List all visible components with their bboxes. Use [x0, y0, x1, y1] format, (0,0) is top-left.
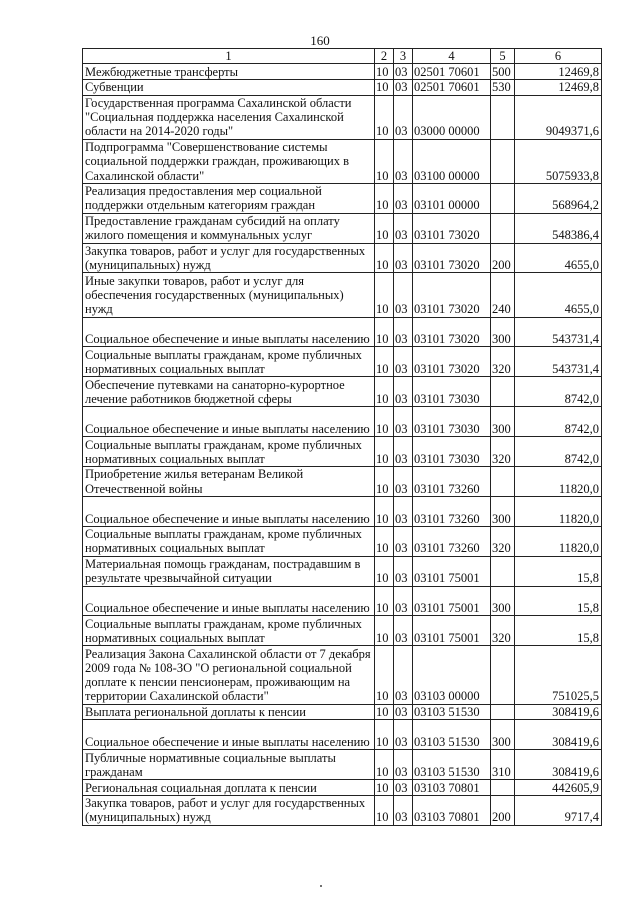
row-expense-type — [491, 183, 515, 213]
row-name: Предоставление гражданам субсидий на оплату жилого помещения и коммунальных услуг — [83, 213, 375, 243]
row-target-code: 03101 75001 — [413, 616, 491, 646]
row-section: 10 — [375, 347, 394, 377]
row-expense-type — [491, 377, 515, 407]
table-row — [83, 750, 602, 780]
row-section: 10 — [375, 95, 394, 139]
header-cell: 3 — [394, 49, 413, 64]
table-row — [83, 437, 602, 467]
row-subsection: 03 — [394, 496, 413, 526]
scan-speck — [320, 885, 322, 887]
page-number: 160 — [310, 33, 330, 48]
row-section: 10 — [375, 79, 394, 95]
row-subsection: 03 — [394, 347, 413, 377]
row-expense-type — [491, 704, 515, 720]
row-section: 10 — [375, 720, 394, 750]
row-expense-type: 200 — [491, 795, 515, 825]
row-amount: 9049371,6 — [515, 95, 602, 139]
row-target-code: 03103 51530 — [413, 750, 491, 780]
row-expense-type: 300 — [491, 407, 515, 437]
row-subsection: 03 — [394, 64, 413, 80]
row-section: 10 — [375, 139, 394, 183]
row-target-code: 03101 73030 — [413, 437, 491, 467]
table-row — [83, 646, 602, 704]
row-name: Социальные выплаты гражданам, кроме публичных нормативных социальных выплат — [83, 526, 375, 556]
row-amount: 11820,0 — [515, 466, 602, 496]
row-target-code: 03101 73260 — [413, 466, 491, 496]
row-subsection: 03 — [394, 720, 413, 750]
row-expense-type: 320 — [491, 437, 515, 467]
row-subsection: 03 — [394, 526, 413, 556]
row-expense-type: 300 — [491, 720, 515, 750]
row-amount: 543731,4 — [515, 347, 602, 377]
row-amount: 8742,0 — [515, 377, 602, 407]
row-subsection: 03 — [394, 273, 413, 317]
row-section: 10 — [375, 183, 394, 213]
row-name: Субвенции — [83, 79, 375, 95]
table-row — [83, 526, 602, 556]
row-amount: 543731,4 — [515, 317, 602, 347]
row-target-code: 02501 70601 — [413, 64, 491, 80]
row-expense-type — [491, 139, 515, 183]
table-row — [83, 556, 602, 586]
row-amount: 308419,6 — [515, 720, 602, 750]
row-subsection: 03 — [394, 616, 413, 646]
row-amount: 568964,2 — [515, 183, 602, 213]
row-name: Социальные выплаты гражданам, кроме публичных нормативных социальных выплат — [83, 437, 375, 467]
row-section: 10 — [375, 704, 394, 720]
row-amount: 15,8 — [515, 586, 602, 616]
row-target-code: 03103 00000 — [413, 646, 491, 704]
row-section: 10 — [375, 466, 394, 496]
row-amount: 442605,9 — [515, 780, 602, 796]
table-row — [83, 466, 602, 496]
table-row — [83, 496, 602, 526]
row-amount: 5075933,8 — [515, 139, 602, 183]
table-row — [83, 407, 602, 437]
row-name: Межбюджетные трансферты — [83, 64, 375, 80]
row-subsection: 03 — [394, 750, 413, 780]
row-amount: 8742,0 — [515, 407, 602, 437]
row-expense-type — [491, 646, 515, 704]
table-row — [83, 64, 602, 80]
row-expense-type — [491, 95, 515, 139]
row-target-code: 03101 73020 — [413, 213, 491, 243]
row-name: Социальное обеспечение и иные выплаты населению — [83, 720, 375, 750]
row-target-code: 03103 51530 — [413, 704, 491, 720]
row-target-code: 03103 51530 — [413, 720, 491, 750]
table-row — [83, 213, 602, 243]
row-expense-type: 300 — [491, 496, 515, 526]
row-expense-type — [491, 213, 515, 243]
row-expense-type — [491, 466, 515, 496]
row-section: 10 — [375, 213, 394, 243]
row-section: 10 — [375, 795, 394, 825]
row-amount: 12469,8 — [515, 79, 602, 95]
row-name: Социальные выплаты гражданам, кроме публичных нормативных социальных выплат — [83, 347, 375, 377]
row-subsection: 03 — [394, 317, 413, 347]
row-subsection: 03 — [394, 183, 413, 213]
table-row — [83, 377, 602, 407]
table-row — [83, 616, 602, 646]
row-amount: 4655,0 — [515, 273, 602, 317]
row-target-code: 03101 73260 — [413, 526, 491, 556]
table-row — [83, 95, 602, 139]
row-name: Реализация предоставления мер социальной поддержки отдельным категориям граждан — [83, 183, 375, 213]
table-row — [83, 317, 602, 347]
row-subsection: 03 — [394, 213, 413, 243]
row-target-code: 03101 73030 — [413, 377, 491, 407]
row-amount: 11820,0 — [515, 526, 602, 556]
row-subsection: 03 — [394, 377, 413, 407]
row-amount: 4655,0 — [515, 243, 602, 273]
row-section: 10 — [375, 780, 394, 796]
row-target-code: 03101 73030 — [413, 407, 491, 437]
header-cell: 6 — [515, 49, 602, 64]
row-amount: 11820,0 — [515, 496, 602, 526]
row-target-code: 03101 73020 — [413, 347, 491, 377]
row-name: Закупка товаров, работ и услуг для государственных (муниципальных) нужд — [83, 795, 375, 825]
table-row — [83, 243, 602, 273]
row-subsection: 03 — [394, 407, 413, 437]
row-amount: 9717,4 — [515, 795, 602, 825]
row-target-code: 03103 70801 — [413, 780, 491, 796]
row-name: Региональная социальная доплата к пенсии — [83, 780, 375, 796]
row-expense-type: 500 — [491, 64, 515, 80]
row-target-code: 03101 00000 — [413, 183, 491, 213]
row-expense-type: 530 — [491, 79, 515, 95]
table-row — [83, 795, 602, 825]
row-name: Закупка товаров, работ и услуг для государственных (муниципальных) нужд — [83, 243, 375, 273]
row-target-code: 03101 73260 — [413, 496, 491, 526]
row-expense-type — [491, 780, 515, 796]
row-name: Материальная помощь гражданам, пострадавшим в результате чрезвычайной ситуации — [83, 556, 375, 586]
row-target-code: 02501 70601 — [413, 79, 491, 95]
table-row — [83, 273, 602, 317]
row-expense-type: 320 — [491, 616, 515, 646]
row-amount: 548386,4 — [515, 213, 602, 243]
row-section: 10 — [375, 377, 394, 407]
row-amount: 15,8 — [515, 616, 602, 646]
row-subsection: 03 — [394, 139, 413, 183]
row-expense-type: 310 — [491, 750, 515, 780]
table-row — [83, 586, 602, 616]
row-subsection: 03 — [394, 795, 413, 825]
row-subsection: 03 — [394, 466, 413, 496]
row-name: Подпрограмма "Совершенствование системы социальной поддержки граждан, проживающих в Сахалинской области" — [83, 139, 375, 183]
table-row — [83, 704, 602, 720]
row-expense-type: 320 — [491, 526, 515, 556]
table-header-row — [83, 49, 602, 64]
row-name: Государственная программа Сахалинской области "Социальная поддержка населения Сахалинской области на 2014-2020 годы" — [83, 95, 375, 139]
row-name: Обеспечение путевками на санаторно-курортное лечение работников бюджетной сферы — [83, 377, 375, 407]
row-section: 10 — [375, 317, 394, 347]
row-section: 10 — [375, 646, 394, 704]
row-amount: 751025,5 — [515, 646, 602, 704]
row-subsection: 03 — [394, 646, 413, 704]
table-row — [83, 139, 602, 183]
row-name: Социальное обеспечение и иные выплаты населению — [83, 586, 375, 616]
row-subsection: 03 — [394, 556, 413, 586]
row-name: Социальное обеспечение и иные выплаты населению — [83, 407, 375, 437]
row-target-code: 03101 73020 — [413, 243, 491, 273]
table-row — [83, 347, 602, 377]
row-name: Публичные нормативные социальные выплаты гражданам — [83, 750, 375, 780]
row-expense-type: 240 — [491, 273, 515, 317]
row-section: 10 — [375, 556, 394, 586]
row-section: 10 — [375, 437, 394, 467]
row-name: Социальные выплаты гражданам, кроме публичных нормативных социальных выплат — [83, 616, 375, 646]
row-subsection: 03 — [394, 79, 413, 95]
row-name: Реализация Закона Сахалинской области от 7 декабря 2009 года № 108-ЗО "О региональной социальной доплате к пенсии пенсионерам, проживающим на территории Сахалинской области" — [83, 646, 375, 704]
row-amount: 8742,0 — [515, 437, 602, 467]
row-name: Иные закупки товаров, работ и услуг для обеспечения государственных (муниципальных) нужд — [83, 273, 375, 317]
row-name: Социальное обеспечение и иные выплаты населению — [83, 496, 375, 526]
row-subsection: 03 — [394, 243, 413, 273]
row-target-code: 03100 00000 — [413, 139, 491, 183]
row-section: 10 — [375, 586, 394, 616]
row-target-code: 03101 73020 — [413, 273, 491, 317]
header-cell: 4 — [413, 49, 491, 64]
row-expense-type — [491, 556, 515, 586]
row-subsection: 03 — [394, 780, 413, 796]
row-expense-type: 200 — [491, 243, 515, 273]
row-expense-type: 300 — [491, 586, 515, 616]
row-subsection: 03 — [394, 704, 413, 720]
row-target-code: 03000 00000 — [413, 95, 491, 139]
row-target-code: 03101 73020 — [413, 317, 491, 347]
row-amount: 12469,8 — [515, 64, 602, 80]
row-section: 10 — [375, 496, 394, 526]
table-row — [83, 780, 602, 796]
budget-table — [82, 48, 602, 826]
row-section: 10 — [375, 407, 394, 437]
header-cell: 5 — [491, 49, 515, 64]
row-section: 10 — [375, 616, 394, 646]
table-row — [83, 79, 602, 95]
header-cell: 2 — [375, 49, 394, 64]
header-cell: 1 — [83, 49, 375, 64]
row-section: 10 — [375, 64, 394, 80]
row-amount: 308419,6 — [515, 704, 602, 720]
row-subsection: 03 — [394, 95, 413, 139]
row-target-code: 03101 75001 — [413, 556, 491, 586]
row-expense-type: 320 — [491, 347, 515, 377]
row-section: 10 — [375, 273, 394, 317]
row-expense-type: 300 — [491, 317, 515, 347]
row-subsection: 03 — [394, 437, 413, 467]
row-target-code: 03101 75001 — [413, 586, 491, 616]
row-name: Выплата региональной доплаты к пенсии — [83, 704, 375, 720]
table-row — [83, 183, 602, 213]
row-name: Социальное обеспечение и иные выплаты населению — [83, 317, 375, 347]
table-row — [83, 720, 602, 750]
row-target-code: 03103 70801 — [413, 795, 491, 825]
row-section: 10 — [375, 526, 394, 556]
row-section: 10 — [375, 243, 394, 273]
row-amount: 15,8 — [515, 556, 602, 586]
row-amount: 308419,6 — [515, 750, 602, 780]
row-subsection: 03 — [394, 586, 413, 616]
row-name: Приобретение жилья ветеранам Великой Отечественной войны — [83, 466, 375, 496]
row-section: 10 — [375, 750, 394, 780]
